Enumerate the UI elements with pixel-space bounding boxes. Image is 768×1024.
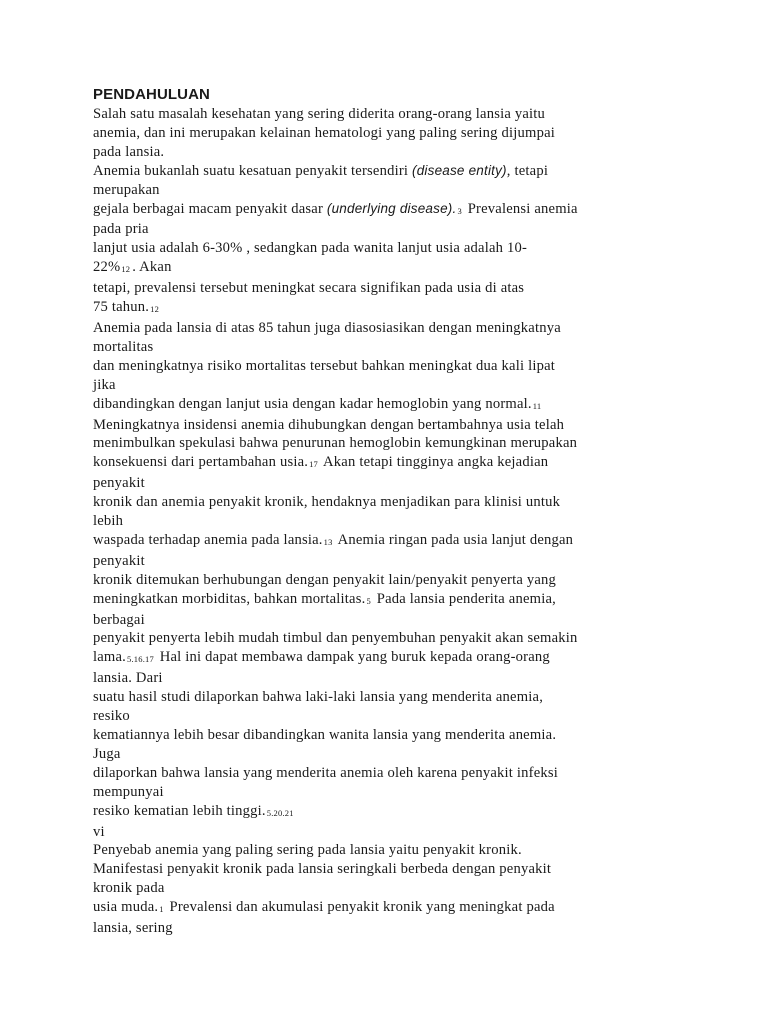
- text-line: lebih: [93, 513, 124, 530]
- text-line: Anemia pada lansia di atas 85 tahun juga diasosiasikan dengan meningkatnya: [93, 319, 561, 336]
- reference-number: 11: [532, 400, 542, 411]
- text-line: usia muda.1 Prevalensi dan akumulasi penyakit kronik yang meningkat pada: [93, 899, 555, 916]
- italic-term: (underlying disease).: [326, 200, 457, 216]
- section-heading: PENDAHULUAN: [93, 86, 210, 103]
- reference-number: 12: [150, 304, 160, 315]
- reference-number: 13: [323, 536, 333, 547]
- text-line: jika: [93, 376, 116, 393]
- text-line: konsekuensi dari pertambahan usia.17 Akan tetapi tingginya angka kejadian: [93, 454, 549, 471]
- text-line: 75 tahun.12: [93, 299, 160, 316]
- text-line: dilaporkan bahwa lansia yang menderita anemia oleh karena penyakit infeksi: [93, 764, 559, 781]
- text-line: waspada terhadap anemia pada lansia.13 Anemia ringan pada usia lanjut dengan: [93, 531, 574, 548]
- text-line: merupakan: [93, 181, 160, 198]
- text-line: Penyebab anemia yang paling sering pada lansia yaitu penyakit kronik.: [93, 842, 522, 859]
- text-line: berbagai: [93, 611, 145, 628]
- text-line: pada pria: [93, 221, 149, 238]
- reference-number: 1: [159, 904, 164, 915]
- reference-number: 5: [366, 595, 371, 606]
- reference-number: 5.20.21: [266, 807, 294, 818]
- text-line: mortalitas: [93, 338, 154, 355]
- text-line: kronik ditemukan berhubungan dengan penyakit lain/penyakit penyerta yang: [93, 571, 557, 588]
- text-line: 22%12 . Akan: [93, 259, 172, 276]
- text-line: lansia, sering: [93, 920, 173, 937]
- reference-number: 12: [121, 264, 131, 275]
- text-line: Salah satu masalah kesehatan yang sering diderita orang-orang lansia yaitu: [93, 106, 546, 122]
- reference-number: 3: [457, 205, 462, 216]
- italic-term: (disease entity): [412, 162, 507, 178]
- text-line: kronik pada: [93, 880, 165, 897]
- text-line: mempunyai: [93, 783, 164, 800]
- text-line: dan meningkatnya risiko mortalitas tersebut bahkan meningkat dua kali lipat: [93, 357, 556, 374]
- text-line: penyakit: [93, 552, 145, 569]
- text-line: resiko: [93, 708, 130, 725]
- text-line: lama.5.16.17 Hal ini dapat membawa dampak yang buruk kepada orang-orang: [93, 649, 550, 666]
- text-line: Meningkatnya insidensi anemia dihubungkan dengan bertambahnya usia telah: [93, 416, 565, 433]
- text-line: penyakit: [93, 475, 145, 492]
- text-line: kronik dan anemia penyakit kronik, hendaknya menjadikan para klinisi untuk: [93, 494, 561, 511]
- text-line: kematiannya lebih besar dibandingkan wanita lansia yang menderita anemia.: [93, 727, 557, 743]
- text-line: suatu hasil studi dilaporkan bahwa laki-laki lansia yang menderita anemia,: [93, 689, 544, 706]
- text-line: meningkatkan morbiditas, bahkan mortalitas.5 Pada lansia penderita anemia,: [93, 590, 556, 607]
- text-line: lanjut usia adalah 6-30% , sedangkan pada wanita lanjut usia adalah 10-: [93, 240, 528, 257]
- text-line: tetapi, prevalensi tersebut meningkat secara signifikan pada usia di atas: [93, 280, 525, 297]
- text-line: resiko kematian lebih tinggi.5.20.21: [93, 802, 294, 819]
- text-line: gejala berbagai macam penyakit dasar (underlying disease).3 Prevalensi anemia: [93, 200, 578, 217]
- text-line: penyakit penyerta lebih mudah timbul dan penyembuhan penyakit akan semakin: [93, 630, 578, 647]
- text-line: menimbulkan spekulasi bahwa penurunan hemoglobin kemungkinan merupakan: [93, 435, 578, 452]
- page-number: vi: [93, 823, 105, 840]
- document-page: [93, 86, 733, 938]
- reference-number: 5.16.17: [127, 654, 154, 665]
- text-line: lansia. Dari: [93, 670, 163, 687]
- text-line: Anemia bukanlah suatu kesatuan penyakit tersendiri (disease entity), tetapi: [93, 162, 549, 179]
- text-line: anemia, dan ini merupakan kelainan hematologi yang paling sering dijumpai: [93, 124, 556, 141]
- text-line: pada lansia.: [93, 143, 165, 160]
- text-line: Manifestasi penyakit kronik pada lansia seringkali berbeda dengan penyakit: [93, 861, 552, 878]
- reference-number: 17: [309, 459, 319, 470]
- text-line: dibandingkan dengan lanjut usia dengan kadar hemoglobin yang normal.11: [93, 395, 542, 412]
- text-line: Juga: [93, 745, 121, 762]
